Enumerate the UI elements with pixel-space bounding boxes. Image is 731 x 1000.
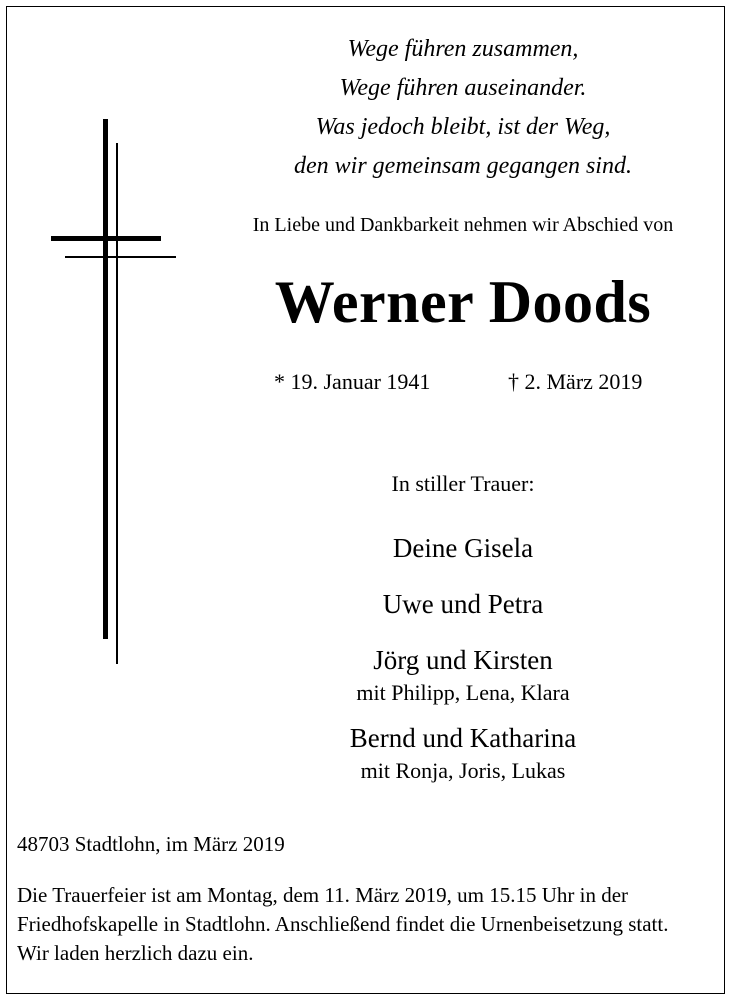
cross-icon <box>0 0 200 680</box>
deceased-name: Werner Doods <box>274 269 652 335</box>
mourner-children: mit Ronja, Joris, Lukas <box>360 758 566 783</box>
cross-main-vertical <box>103 119 108 639</box>
farewell-intro: In Liebe und Dankbarkeit nehmen wir Abschied von <box>252 214 674 236</box>
mourner-group <box>200 720 726 786</box>
mourning-heading: In stiller Trauer: <box>391 471 535 496</box>
poem-line: den wir gemeinsam gegangen sind. <box>294 153 632 179</box>
mourner-children: mit Philipp, Lena, Klara <box>356 680 570 705</box>
cross-main-horizontal <box>51 236 161 241</box>
mourner-names: Deine Gisela <box>392 533 534 563</box>
mourner-names: Bernd und Katharina <box>349 723 577 753</box>
cross-thin-horizontal <box>65 256 176 258</box>
death-date: † 2. März 2019 <box>508 369 643 394</box>
mourner-group <box>200 586 726 622</box>
funeral-note <box>17 881 721 968</box>
poem <box>200 30 726 186</box>
poem-line: Was jedoch bleibt, ist der Weg, <box>315 114 611 140</box>
mourner-group <box>200 642 726 708</box>
mourner-group <box>200 530 726 566</box>
funeral-note-line: Die Trauerfeier ist am Montag, dem 11. März 2019, um 15.15 Uhr in der <box>17 883 629 907</box>
cross-thin-vertical <box>116 143 118 664</box>
funeral-note-line: Wir laden herzlich dazu ein. <box>17 941 254 965</box>
poem-line: Wege führen auseinander. <box>339 75 587 101</box>
mourner-names: Jörg und Kirsten <box>373 645 553 675</box>
poem-line: Wege führen zusammen, <box>347 36 579 62</box>
birth-date: * 19. Januar 1941 <box>274 369 431 394</box>
mourner-names: Uwe und Petra <box>382 589 544 619</box>
place-date: 48703 Stadtlohn, im März 2019 <box>17 832 285 856</box>
funeral-note-line: Friedhofskapelle in Stadtlohn. Anschließend findet die Urnenbeisetzung statt. <box>17 912 669 936</box>
